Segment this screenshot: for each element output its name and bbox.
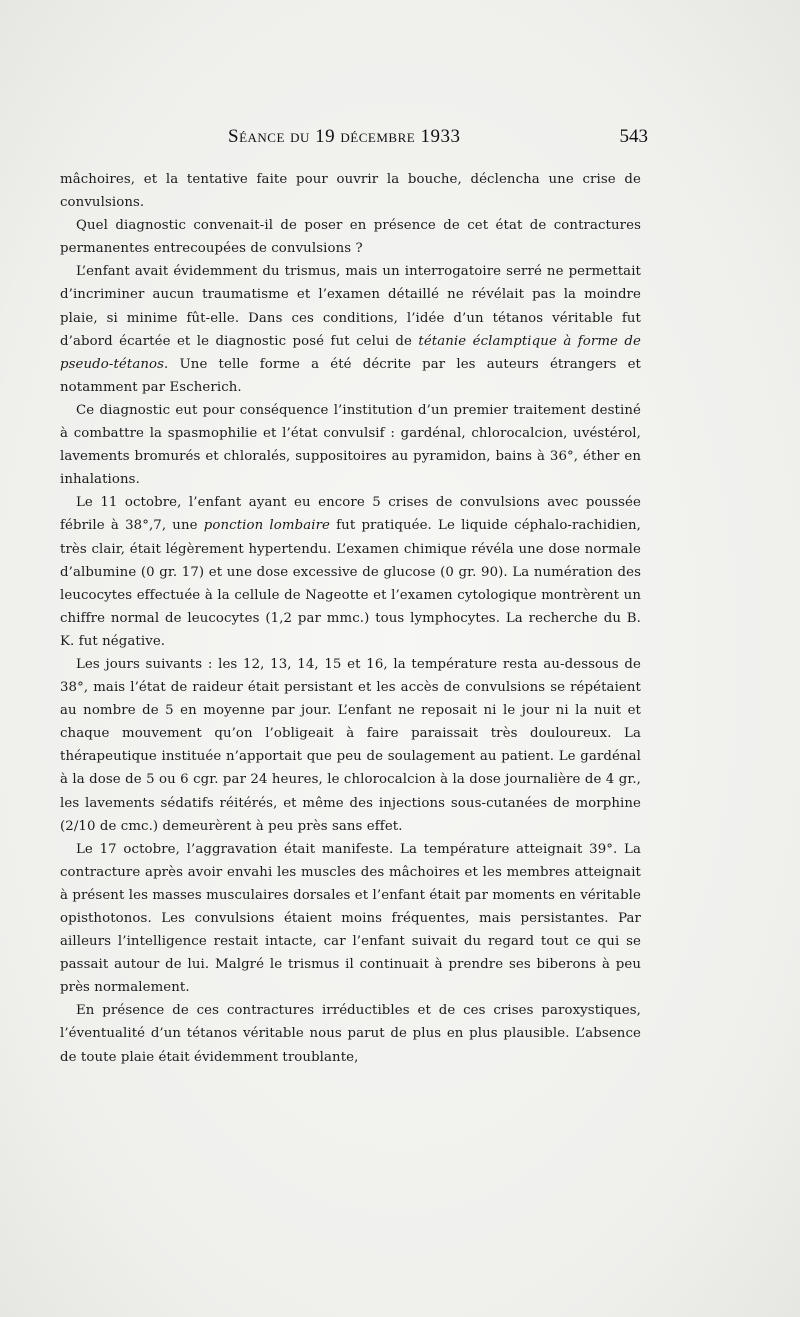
- paragraph-text: Une telle forme a été décrite par les auteurs étrangers et notamment par Escherich.: [60, 356, 641, 395]
- italic-term: tétanie éclamptique à forme de pseudo-tétanos.: [60, 333, 641, 372]
- paragraph-text: fut pratiquée. Le liquide céphalo-rachidien, très clair, était légèrement hypertendu. L’examen chimique révéla une dose normale d’albumine (0 gr. 17) et une dose excessive de glucose (0 gr. 90). La numération des leucocytes effectuée à la cellule de Nageotte et l’examen cytologique montrèrent un chiffre normal de leucocytes (1,2 par mmc.) tous lymphocytes. La recherche du B. K. fut négative.: [60, 518, 641, 649]
- body-text: [60, 168, 641, 1069]
- paragraph-october-11: [60, 491, 641, 653]
- paragraph-treatment: Ce diagnostic eut pour conséquence l’institution d’un premier traitement destiné à combattre la spasmophilie et l’état convulsif : gardénal, chlorocalcion, uvéstérol, lavements bromurés et chloralés, suppositoires au pyramidon, bains à 36°, éther en inhalations.: [60, 402, 641, 488]
- paragraph-october-17: Le 17 octobre, l’aggravation était manifeste. La température atteignait 39°. La contracture après avoir envahi les muscles des mâchoires et les membres atteignait à présent les masses musculaires dorsales et l’enfant était par moments en véritable opisthotonos. Les convulsions étaient moins fréquentes, mais persistantes. Par ailleurs l’intelligence restait intacte, car l’enfant suivait du regard tout ce qui se passait autour de lui. Malgré le trismus il continuait à prendre ses biberons à peu près normalement.: [60, 841, 641, 996]
- paragraph-question: Quel diagnostic convenait-il de poser en présence de cet état de contractures permanentes entrecoupées de convulsions ?: [60, 218, 641, 257]
- running-header: [228, 126, 648, 152]
- page-number: 543: [619, 126, 648, 147]
- paragraph-continued: mâchoires, et la tentative faite pour ouvrir la bouche, déclencha une crise de convulsions.: [60, 172, 641, 211]
- paragraph-text: L’enfant avait évidemment du trismus, mais un interrogatoire serré ne permettait d’incriminer aucun traumatisme et l’examen détaillé ne révélait pas la moindre plaie, si minime fût-elle. Dans ces conditions, l’idée d’un tétanos véritable fut d’abord écartée et le diagnostic posé fut celui de: [60, 264, 641, 349]
- paragraph-following-days: Les jours suivants : les 12, 13, 14, 15 et 16, la température resta au-dessous de 38°, mais l’état de raideur était persistant et les accès de convulsions se répétaient au nombre de 5 en moyenne par jour. L’enfant ne reposait ni le jour ni la nuit et chaque mouvement qu’on l’obligeait à faire paraissait très douloureux. La thérapeutique instituée n’apportait que peu de soulagement au patient. Le gardénal à la dose de 5 ou 6 cgr. par 24 heures, le chlorocalcion à la dose journalière de 4 gr., les lavements sédatifs réitérés, et même des injections sous-cutanées de morphine (2/10 de cmc.) demeurèrent à peu près sans effet.: [60, 656, 641, 834]
- header-title: Séance du 19 décembre 1933: [228, 126, 461, 147]
- italic-term: ponction lombaire: [203, 518, 330, 534]
- paragraph-text: Le 11 octobre, l’enfant ayant eu encore 5 crises de convulsions avec poussée fébrile à 38°,7, une: [60, 495, 641, 534]
- paragraph-diagnosis: [60, 260, 641, 399]
- paragraph-tetanus: En présence de ces contractures irréductibles et de ces crises paroxystiques, l’éventualité d’un tétanos véritable nous parut de plus en plus plausible. L’absence de toute plaie était évidemment troublante,: [60, 1003, 641, 1065]
